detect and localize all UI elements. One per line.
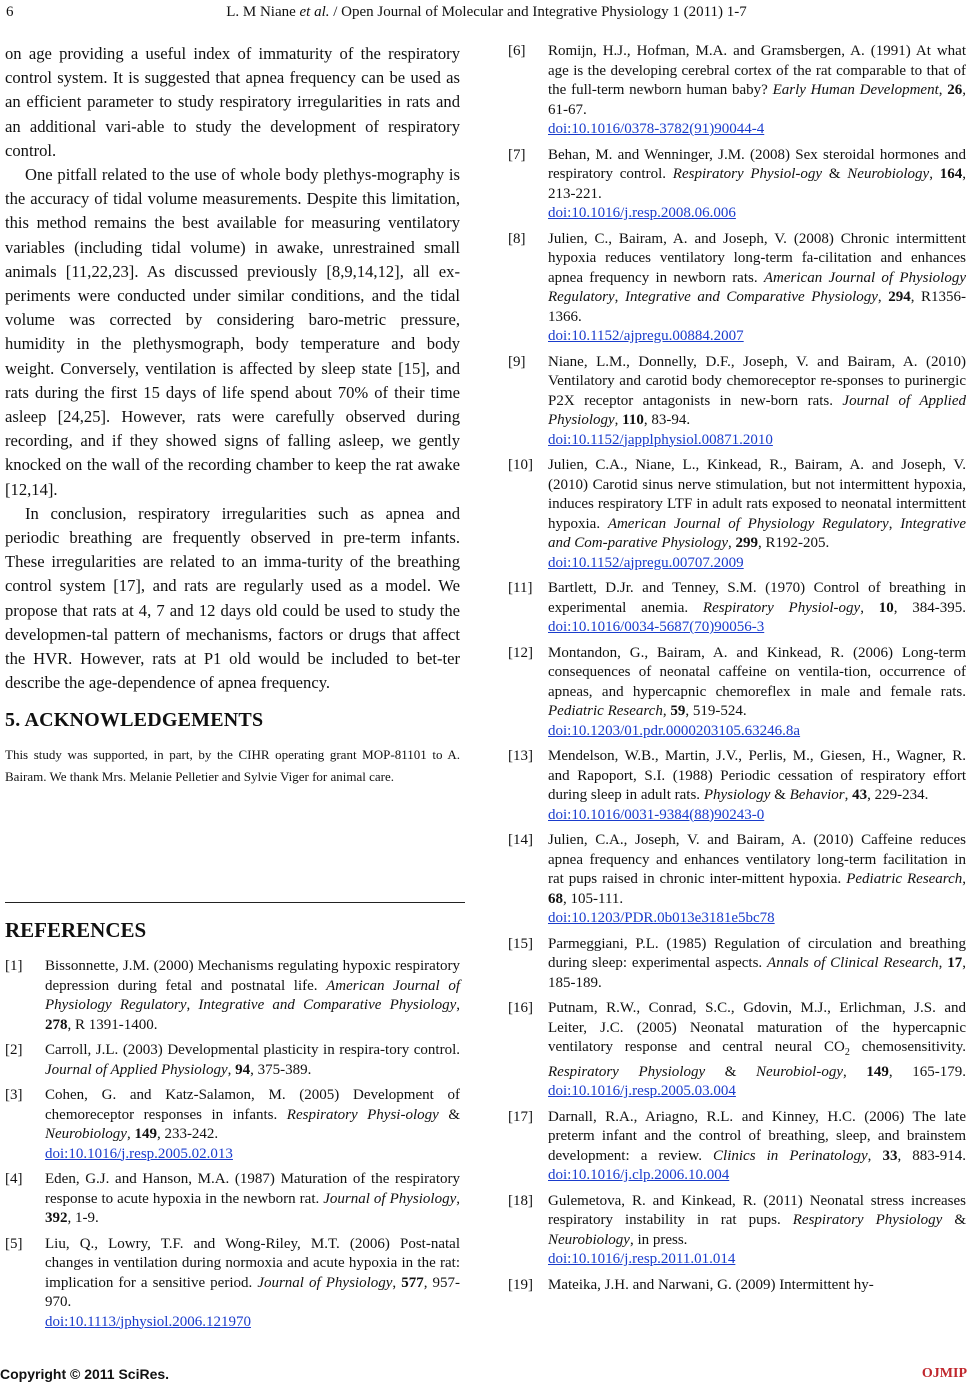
acknowledgements-text: This study was supported, in part, by the CIHR operating grant MOP-81101 to A. Bairam. We thank Mrs. Melanie Pelletier and Sylvie Viger for animal care. [5,747,460,785]
reference-text: Gulemetova, R. and Kinkead, R. (2011) Neonatal stress increases respiratory instability in rat pups. Respiratory Physiology & Neurobiology, in press. doi:10.1016/j.resp.2011.01.014 [548,1192,966,1270]
doi-link[interactable]: doi:10.1016/0378-3782(91)90044-4 [548,121,765,137]
references-heading: REFERENCES [5,918,147,942]
reference-item [508,831,966,929]
reference-number: [3] [5,1087,23,1103]
reference-number: [10] [508,457,533,473]
reference-text: Bissonnette, J.M. (2000) Mechanisms regulating hypoxic respiratory depression during fetal and postnatal life. American Journal of Physiology Regulatory, Integrative and Comparative Physiology, 278, R 1391-1400. [45,958,460,1033]
reference-number: [16] [508,1000,533,1016]
reference-number: [5] [5,1235,23,1252]
body-paragraph-1: on age providing a useful index of immaturity of the respiratory control system. It is suggested that apnea frequency can be used as an efficient parameter to study respiratory irregularities in rats and an additional vari-able to study the development of respiratory control. [5,44,460,160]
reference-item [5,957,460,1035]
doi-link[interactable]: doi:10.1203/01.pdr.0000203105.63246.8a [548,722,801,739]
reference-item [508,935,966,994]
doi-link[interactable]: doi:10.1016/j.resp.2008.06.006 [548,205,736,221]
reference-text: Julien, C., Bairam, A. and Joseph, V. (2008) Chronic intermittent hypoxia reduces ventilatory long-term fa-cilitation and enhances apnea frequency in newborn rats. American Journal of Physiology Regulatory, Integrative and Comparative Physiology, 294, R1356-1366. doi:10.1152/ajpregu.00884.2007 [548,230,966,347]
running-head: L. M Niane et al. / Open Journal of Molecular and Integrative Physiology 1 (2011) 1-7 [226,4,747,20]
reference-number: [15] [508,935,533,952]
page-number: 6 [6,4,14,20]
reference-text: Putnam, R.W., Conrad, S.C., Gdovin, M.J., Erlichman, J.S. and Leiter, J.C. (2005) Neonatal maturation of the hypercapnic ventilatory response and central neural $CO_2$ chemosensitivity. Respiratory Physiology & Neurobiol-ogy, 149, 165-179. doi:10.1016/j.resp.2005.03.004 [548,1000,967,1099]
reference-item [508,1276,966,1296]
reference-text: Mateika, J.H. and Narwani, G. (2009) Intermittent hy- [548,1276,874,1293]
body-paragraph-2: One pitfall related to the use of whole body plethys-mography is the accuracy of tidal volume measurements. Despite this limitation, this method remains the best available for measuring ventilatory variables (including tidal volume) in awake, unrestrained small animals [11,22,23]. As discussed previously [8,9,14,12], all ex-periments were conducted under similar conditions, and the tidal volume was corrected by considering baro-metric pressure, humidity in the plethysmograph, body temperature and body weight. Conversely, ventilation is affected by sleep state [15], and rats during the first 15 days of life spend about 70% of their time asleep [24,25]. However, rats were carefully observed during recording, and if they showed signs of falling asleep, we gently knocked on the wall of the recording chamber to keep the rat awake [12,14]. [5,165,460,499]
reference-number: [2] [5,1042,23,1058]
reference-item [5,1170,460,1229]
reference-number: [9] [508,353,526,370]
reference-text: Parmeggiani, P.L. (1985) Regulation of circulation and breathing during sleep: experimental aspects. Annals of Clinical Research, 17, 185-189. [548,935,967,991]
doi-link[interactable]: doi:10.1016/j.resp.2005.02.013 [45,1145,233,1162]
reference-item [5,1041,460,1080]
acknowledgements-heading: 5. ACKNOWLEDGEMENTS [5,709,264,732]
reference-text: Montandon, G., Bairam, A. and Kinkead, R. (2006) Long-term consequences of neonatal caffeine on ventila-tion, occurrence of apneas, and hypercapnic chemoreflex in male and female rats. Pediatric Research, 59, 519-524. doi:10.1203/01.pdr.0000203105.63246.8a [548,644,966,742]
reference-number: [19] [508,1276,533,1293]
body-paragraph-3: In conclusion, respiratory irregularities such as apnea and periodic breathing are frequently observed in pre-term infants. These irregularities are related to an imma-turity of the breathing control system [17], and rats are regularly used as a model. We propose that rats at 4, 7 and 12 days old could be used to study the developmen-tal pattern of mechanisms, factors or drugs that affect the HVR. However, rats at P1 old would be included to bet-ter describe the age-dependence of apnea frequency. [5,503,460,693]
doi-link[interactable]: doi:10.1203/PDR.0b013e3181e5bc78 [548,910,775,926]
reference-number: [14] [508,832,533,848]
doi-link[interactable]: doi:10.1016/0031-9384(88)90243-0 [548,806,765,823]
reference-text: Cohen, G. and Katz-Salamon, M. (2005) Development of chemoreceptor responses in infants. Respiratory Physi-ology & Neurobiology, 149, 233-242. doi:10.1016/j.resp.2005.02.013 [45,1086,460,1164]
reference-item [508,1192,966,1270]
reference-item [508,644,966,742]
references-left-column [5,957,460,1338]
reference-item [508,747,966,825]
reference-item [508,579,966,638]
reference-item [508,1108,966,1186]
reference-item [508,999,966,1102]
doi-link[interactable]: doi:10.1016/j.resp.2011.01.014 [548,1251,736,1267]
reference-text: Julien, C.A., Joseph, V. and Bairam, A. (2010) Caffeine reduces apnea frequency and enhances ventilatory long-term facilitation in rat pups raised in chronic inter-mittent hypoxia. Pediatric Research, 68, 105-111. doi:10.1203/PDR.0b013e3181e5bc78 [548,831,966,929]
reference-number: [18] [508,1192,533,1209]
reference-number: [6] [508,43,526,59]
reference-text: Carroll, J.L. (2003) Developmental plasticity in respira-tory control. Journal of Applied Physiology, 94, 375-389. [45,1042,460,1078]
reference-item [5,1235,460,1333]
left-column [5,42,460,788]
reference-text: Julien, C.A., Niane, L., Kinkead, R., Bairam, A. and Joseph, V. (2010) Carotid sinus nerve stimulation, but not intermittent hypoxia, induces respiratory LTF in adult rats exposed to neonatal intermittent hypoxia. American Journal of Physiology Regulatory, Integrative and Com-parative Physiology, 299, R192-205. doi:10.1152/ajpregu.00707.2009 [548,456,966,573]
reference-number: [8] [508,230,526,247]
reference-text: Niane, L.M., Donnelly, D.F., Joseph, V. and Bairam, A. (2010) Ventilatory and carotid body chemoreceptor re-sponses to purinergic P2X receptor antagonists in new-born rats. Journal of Applied Physiology, 110, 83-94. doi:10.1152/japplphysiol.00871.2010 [548,353,966,451]
reference-text: Romijn, H.J., Hofman, M.A. and Gramsbergen, A. (1991) At what age is the developing cerebral cortex of the rat comparable to that of the full-term newborn human baby? Early Human Development, 26, 61-67. doi:10.1016/0378-3782(91)90044-4 [548,42,966,140]
reference-text: Behan, M. and Wenninger, J.M. (2008) Sex steroidal hormones and respiratory control. Respiratory Physiol-ogy & Neurobiology, 164, 213-221. doi:10.1016/j.resp.2008.06.006 [548,146,966,224]
reference-item [5,1086,460,1164]
references-right-column [508,42,966,1301]
doi-link[interactable]: doi:10.1152/ajpregu.00707.2009 [548,554,744,571]
reference-number: [11] [508,580,533,596]
reference-number: [7] [508,146,526,163]
reference-number: [17] [508,1108,533,1125]
reference-text: Bartlett, D.Jr. and Tenney, S.M. (1970) Control of breathing in experimental anemia. Respiratory Physiol-ogy, 10, 384-395. doi:10.1016/0034-5687(70)90056-3 [548,580,966,635]
doi-link[interactable]: doi:10.1016/0034-5687(70)90056-3 [548,619,765,635]
reference-text: Eden, G.J. and Hanson, M.A. (1987) Maturation of the respiratory response to acute hypoxia in the newborn rat. Journal of Physiology, 392, 1-9. [45,1171,460,1226]
reference-item [508,456,966,573]
reference-item [508,146,966,224]
reference-number: [1] [5,958,23,974]
reference-text: Liu, Q., Lowry, T.F. and Wong-Riley, M.T. (2006) Post-natal changes in ventilation during normoxia and acute hypoxia in the rat: implication for a sensitive period. Journal of Physiology, 577, 957-970. doi:10.1113/jphysiol.2006.121970 [45,1235,460,1333]
doi-link[interactable]: doi:10.1016/j.clp.2006.10.004 [548,1167,730,1183]
doi-link[interactable]: doi:10.1016/j.resp.2005.03.004 [548,1083,736,1099]
footer-journal-abbrev: OJMIP [921,1366,967,1381]
reference-text: Mendelson, W.B., Martin, J.V., Perlis, M., Giesen, H., Wagner, R. and Rapoport, S.I. (1988) Periodic cessation of respiratory effort during sleep in adult rats. Physiology & Behavior, 43, 229-234. doi:10.1016/0031-9384(88)90243-0 [548,747,966,825]
doi-link[interactable]: doi:10.1152/japplphysiol.00871.2010 [548,431,773,448]
reference-item [508,353,966,451]
reference-number: [13] [508,748,533,764]
reference-number: [12] [508,644,533,661]
doi-link[interactable]: doi:10.1113/jphysiol.2006.121970 [45,1313,251,1330]
doi-link[interactable]: doi:10.1152/ajpregu.00884.2007 [548,328,744,344]
section-divider [5,902,465,903]
reference-number: [4] [5,1171,23,1187]
reference-item [508,42,966,140]
reference-text: Darnall, R.A., Ariagno, R.L. and Kinney, H.C. (2006) The late preterm infant and the control of breathing, sleep, and brainstem development: a review. Clinics in Perinatology, 33, 883-914. doi:10.1016/j.clp.2006.10.004 [548,1108,966,1183]
reference-item [508,230,966,347]
footer-copyright: Copyright © 2011 SciRes. [0,1366,170,1382]
